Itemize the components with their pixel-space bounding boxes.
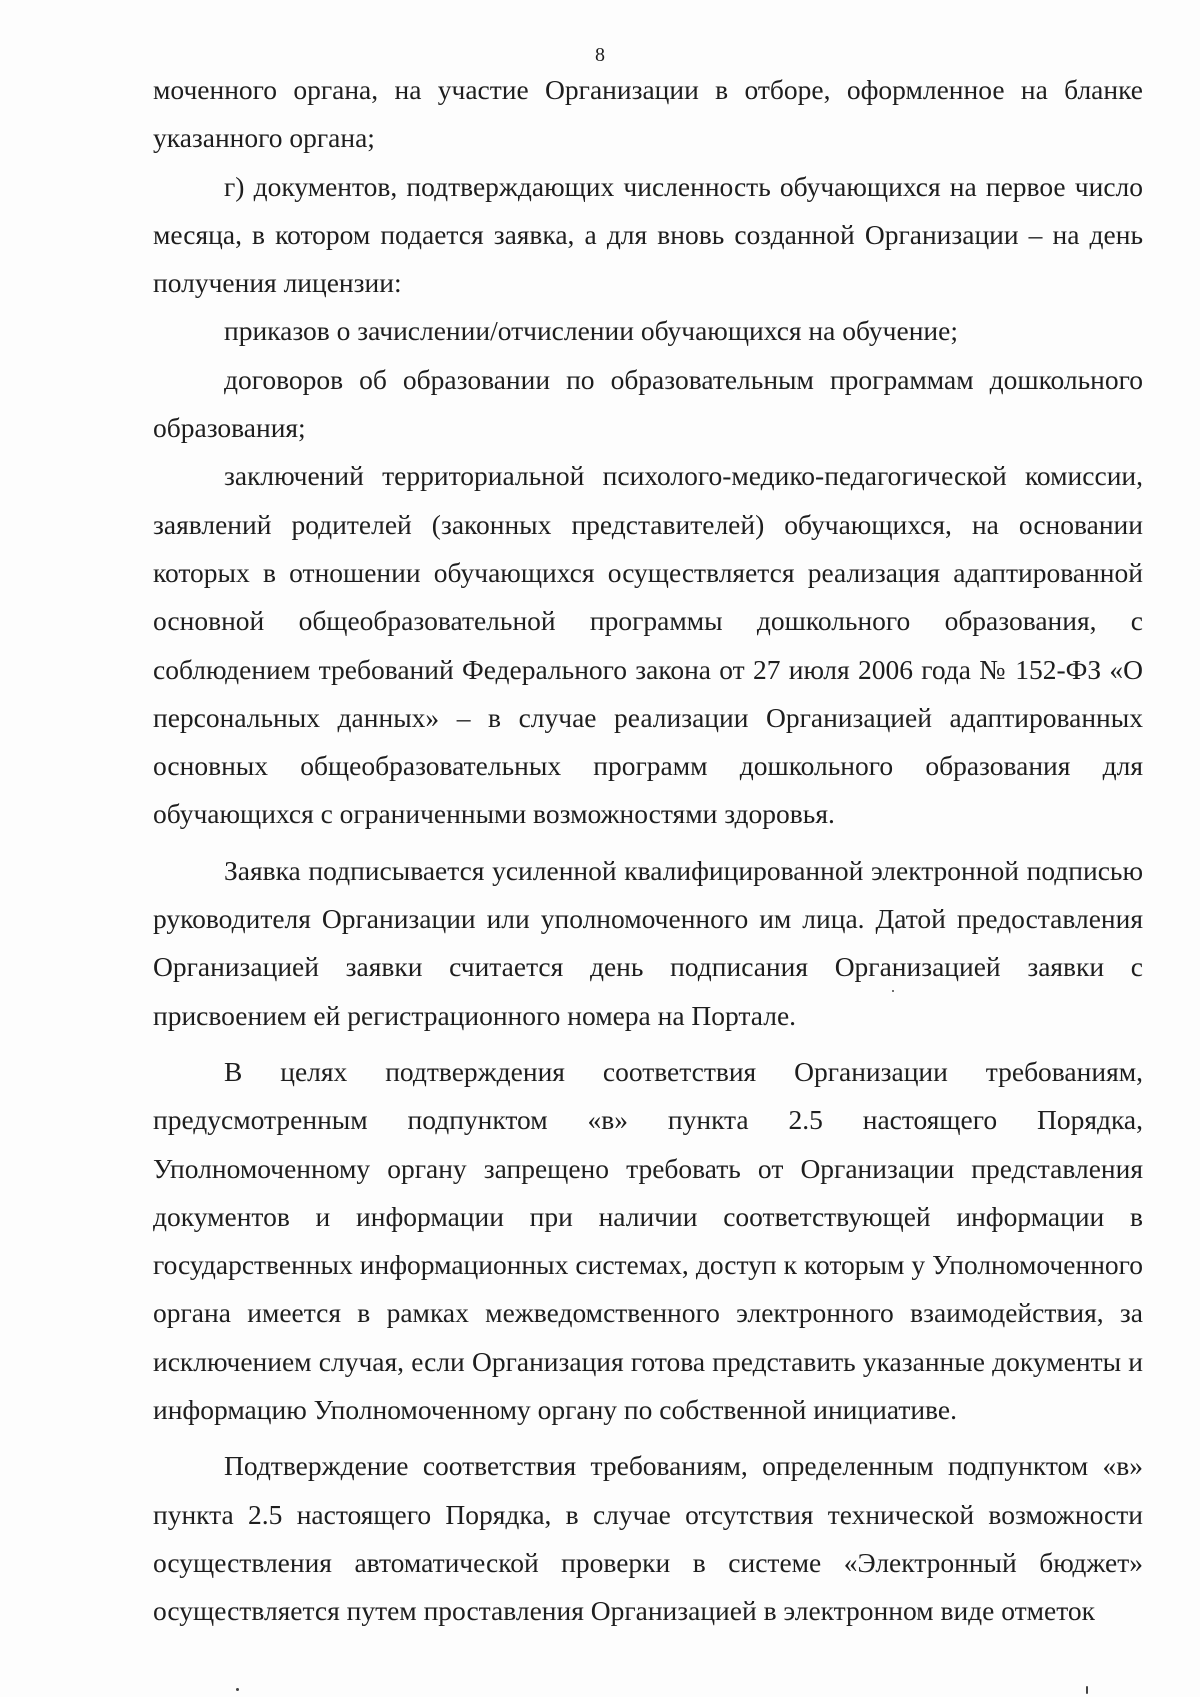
paragraph-conclusions: заключений территориальной психолого-медико-педагогической комиссии, заявлений родителей (законных представителей) обучающихся, на основании которых в отношении обучающихся осуществляется реализация адаптированной основной общеобразовательной программы дошкольного образования, с соблюдением требований Федерального закона от 27 июля 2006 года № 152-ФЗ «О персональных данных» – в случае реализации Организацией адаптированных основных общеобразовательных программ дошкольного образования для обучающихся с ограниченными возможностями здоровья. [153,460,1143,830]
paragraph-verification: В целях подтверждения соответствия Организации требованиям, предусмотренным подпунктом «в» пункта 2.5 настоящего Порядка, Уполномоченному органу запрещено требовать от Организации представления документов и информации при наличии соответствующей информации в государственных информационных системах, доступ к которым у Уполномоченного органа имеется в рамках межведомственного электронного взаимодействия, за исключением случая, если Организация готова представить указанные документы и информацию Уполномоченному органу по собственной инициативе. [153,1055,1143,1426]
scan-speck [892,990,894,992]
scan-speck [236,1688,239,1691]
paragraph-item-g: г) документов, подтверждающих численность обучающихся на первое число месяца, в котором подается заявка, а для вновь созданной Организации – на день получения лицензии: [153,170,1143,299]
document-body [153,66,1143,1636]
paragraph-orders: приказов о зачислении/отчислении обучающихся на обучение; [224,315,958,347]
paragraph-confirmation: Подтверждение соответствия требованиям, определенным подпунктом «в» пункта 2.5 настоящего Порядка, в случае отсутствия технической возможности осуществления автоматической проверки в системе «Электронный бюджет» осуществляется путем проставления Организацией в электронном виде отметок [153,1450,1143,1627]
paragraph-contracts: договоров об образовании по образовательным программам дошкольного образования; [153,363,1143,444]
paragraph-continuation: моченного органа, на участие Организации в отборе, оформленное на бланке указанного органа; [153,74,1143,154]
scan-speck [1086,1686,1088,1694]
paragraph-signature: Заявка подписывается усиленной квалифицированной электронной подписью руководителя Организации или уполномоченного им лица. Датой предоставления Организацией заявки считается день подписания Организацией заявки с присвоением ей регистрационного номера на Портале. [153,854,1143,1031]
page-number: 8 [595,44,605,66]
